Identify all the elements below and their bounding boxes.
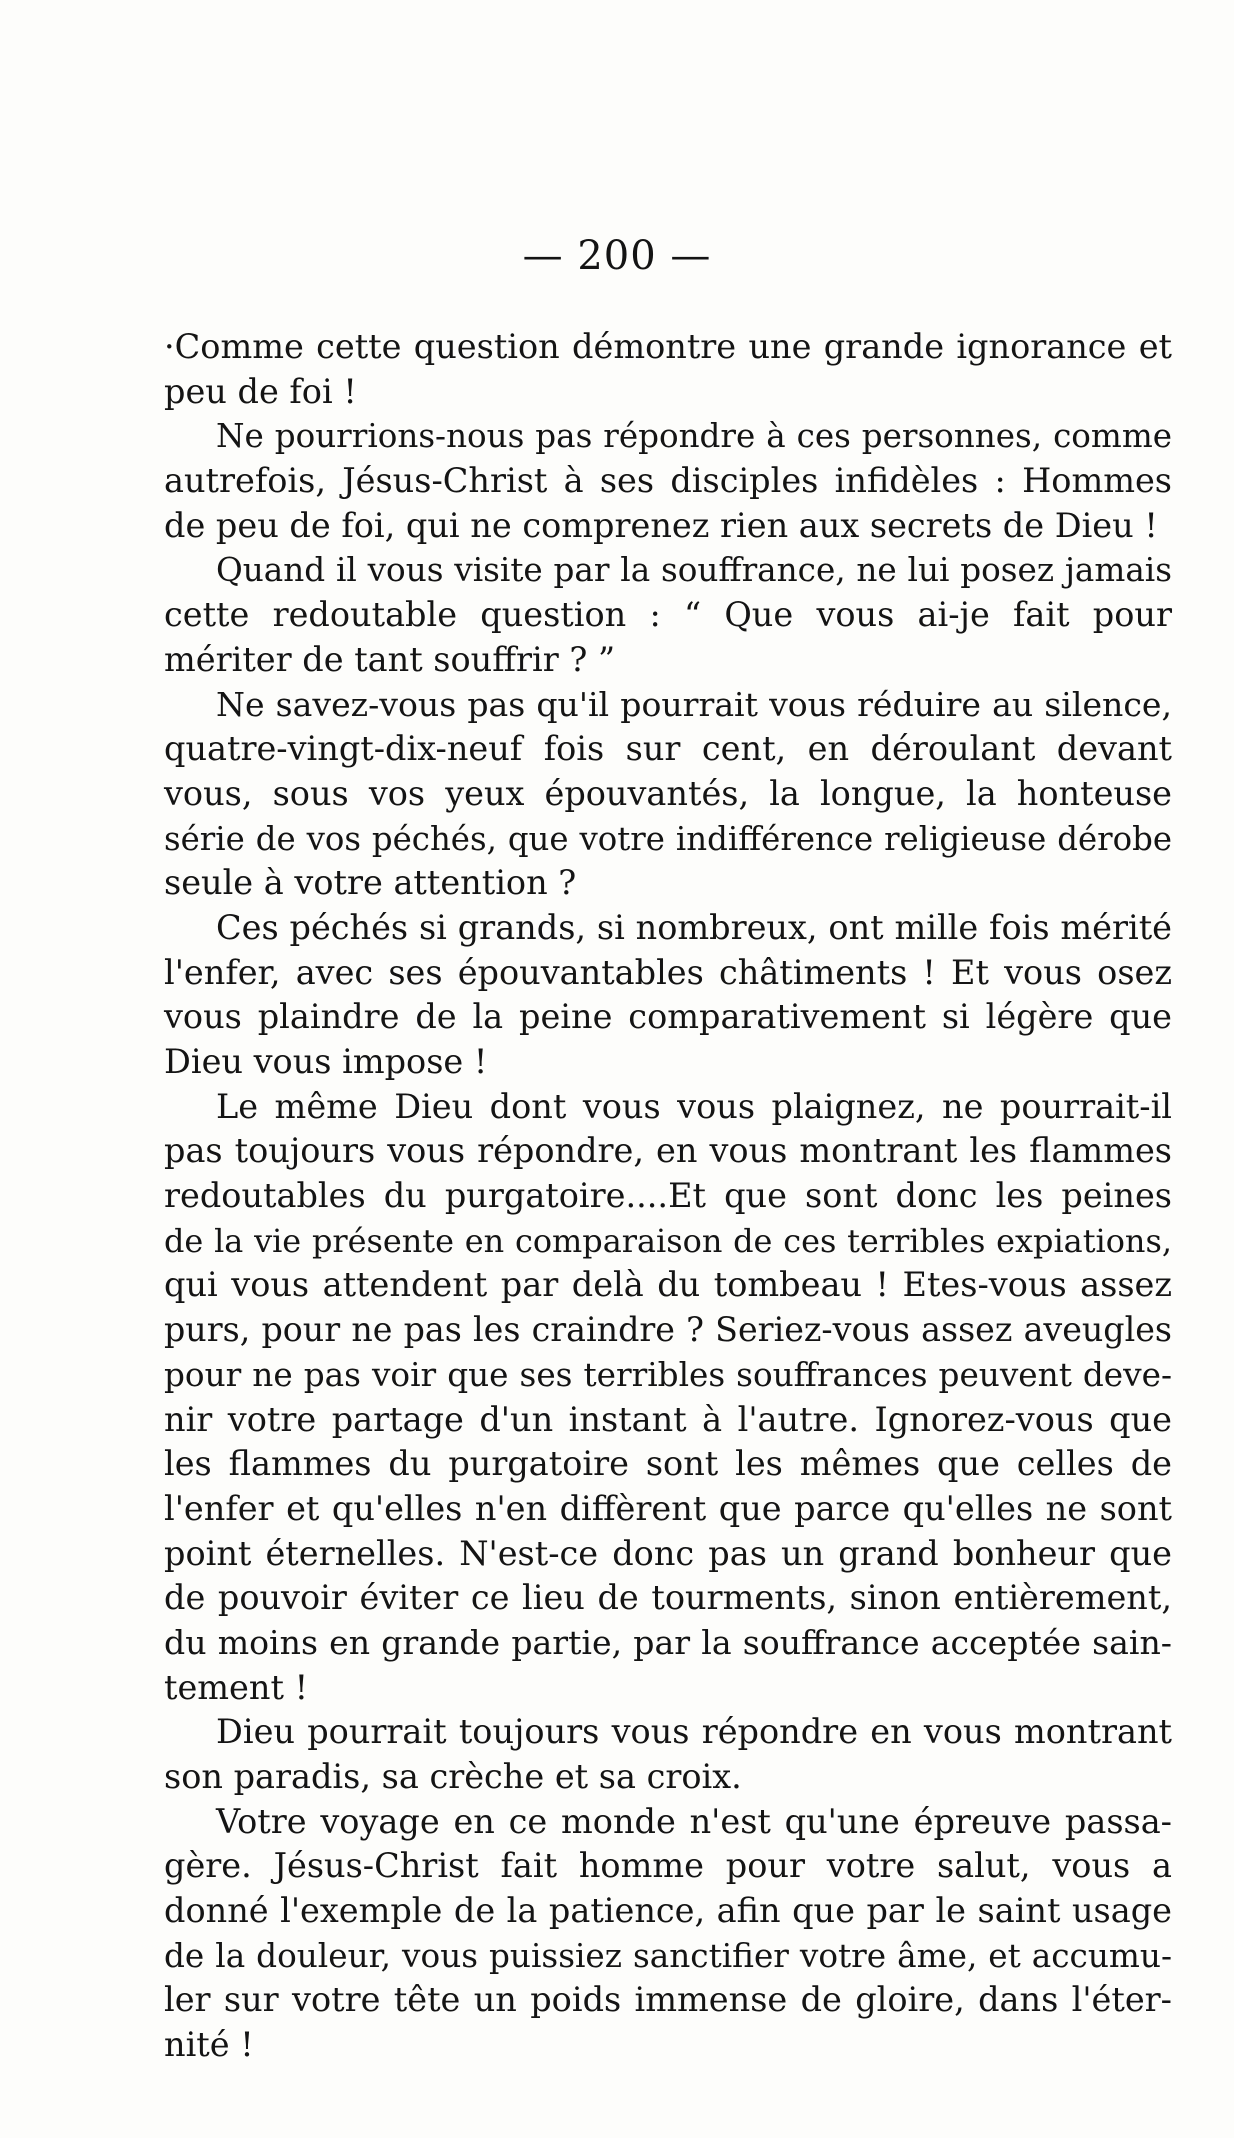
page-number: — 200 — [522,233,712,279]
paragraph [164,683,1172,906]
text-line: pas toujours vous répondre, en vous montrant les flammes [164,1131,1172,1171]
text-line: de la vie présente en comparaison de ces terribles expiations, [164,1221,1172,1260]
text-line: tement ! [164,1667,309,1707]
paragraph [164,906,1172,1085]
text-line: série de vos péchés, que votre indifférence religieuse dérobe [164,819,1172,858]
text-line: gère. Jésus-Christ fait homme pour votre salut, vous a [164,1846,1172,1886]
paragraph [164,414,1172,548]
text-line: les flammes du purgatoire sont les mêmes que celles de [164,1444,1172,1484]
text-line: Dieu pourrait toujours vous répondre en vous montrant [216,1712,1172,1752]
text-line: redoutables du purgatoire....Et que sont donc les peines [164,1176,1172,1216]
text-line: mériter de tant souffrir ? ” [164,639,616,679]
paragraph [164,1085,1172,1711]
text-line: de pouvoir éviter ce lieu de tourments, sinon entièrement, [164,1578,1172,1618]
body-text [164,325,1172,2068]
text-line: Quand il vous visite par la souffrance, ne lui posez jamais [216,551,1172,590]
text-line: point éternelles. N'est-ce donc pas un grand bonheur que [164,1533,1172,1573]
text-line: son paradis, sa crèche et sa croix. [164,1757,742,1796]
text-line: Votre voyage en ce monde n'est qu'une épreuve passa- [216,1801,1172,1841]
text-line: de peu de foi, qui ne comprenez rien aux secrets de Dieu ! [164,505,1158,545]
text-line: pour ne pas voir que ses terribles souffrances peuvent deve- [164,1355,1172,1394]
text-line: de la douleur, vous puissiez sanctifier votre âme, et accumu- [164,1936,1172,1975]
text-line: ler sur votre tête un poids immense de gloire, dans l'éter- [164,1980,1172,2020]
text-line: nir votre partage d'un instant à l'autre. Ignorez-vous que [164,1399,1172,1439]
text-line: quatre-vingt-dix-neuf fois sur cent, en déroulant devant [164,729,1172,769]
text-line: l'enfer, avec ses épouvantables châtiments ! Et vous osez [164,952,1172,992]
paragraph [164,548,1172,682]
text-line: Ne savez-vous pas qu'il pourrait vous réduire au silence, [216,684,1172,724]
text-line: vous, sous vos yeux épouvantés, la longue, la honteuse [164,773,1172,813]
text-line: autrefois, Jésus-Christ à ses disciples infidèles : Hommes [164,461,1172,501]
text-line: Le même Dieu dont vous vous plaignez, ne pourrait-il [216,1086,1172,1126]
text-line: Ne pourrions-nous pas répondre à ces personnes, comme [216,417,1172,456]
text-line: qui vous attendent par delà du tombeau ! Etes-vous assez [164,1265,1172,1305]
paragraph [164,325,1172,414]
paragraph [164,1800,1172,2068]
text-line: peu de foi ! [164,371,357,411]
text-line: du moins en grande partie, par la souffrance acceptée sain- [164,1622,1172,1662]
text-line: l'enfer et qu'elles n'en diffèrent que parce qu'elles ne sont [164,1488,1172,1528]
text-line: Ces péchés si grands, si nombreux, ont mille fois mérité [216,907,1172,947]
text-line: donné l'exemple de la patience, afin que par le saint usage [164,1891,1172,1931]
text-line: cette redoutable question : “ Que vous ai-je fait pour [164,595,1172,635]
text-line: ·Comme cette question démontre une grande ignorance et [164,327,1172,366]
text-line: seule à votre attention ? [164,863,577,903]
text-line: nité ! [164,2025,254,2065]
paragraph [164,1710,1172,1799]
text-line: purs, pour ne pas les craindre ? Seriez-vous assez aveugles [164,1310,1172,1350]
text-line: Dieu vous impose ! [164,1042,488,1081]
text-line: vous plaindre de la peine comparativement si légère que [164,997,1172,1037]
